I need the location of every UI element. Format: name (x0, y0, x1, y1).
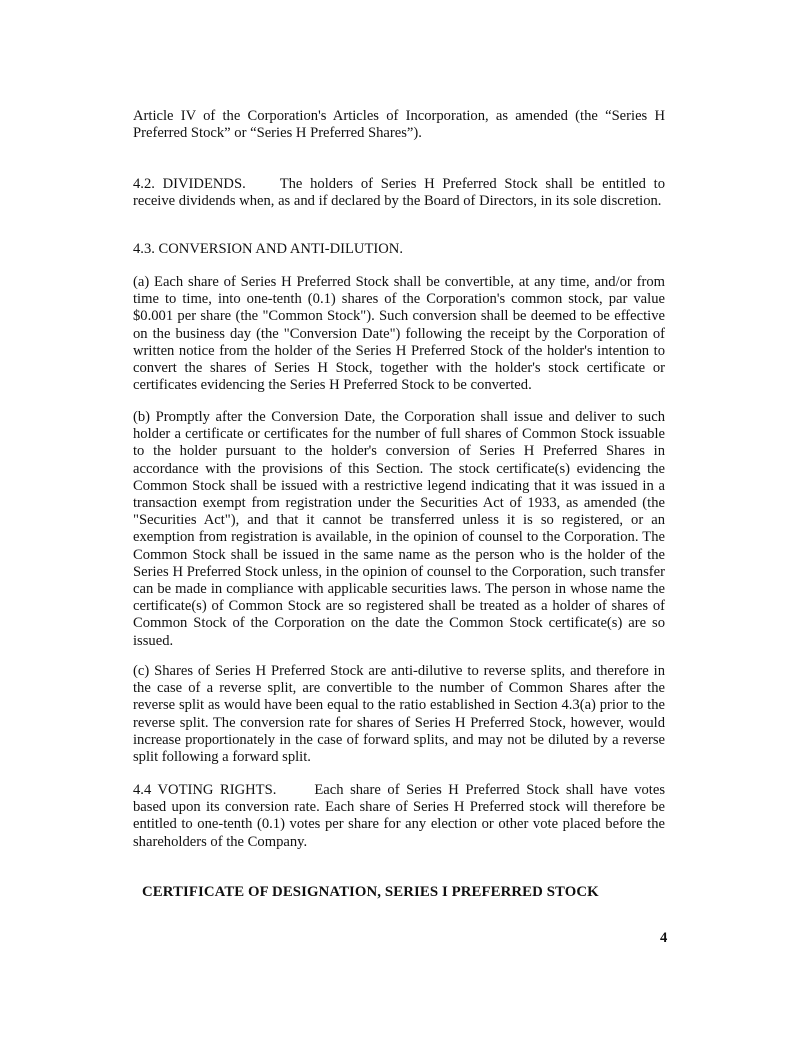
voting-paragraph (133, 782, 665, 851)
conversion-heading: 4.3. CONVERSION AND ANTI-DILUTION. (133, 241, 403, 257)
conversion-paragraph-c: (c) Shares of Series H Preferred Stock are anti-dilutive to reverse splits, and therefore in the case of a reverse split, are convertible to the number of Common Shares after the reverse split as would have been equal to the ratio established in Section 4.3(a) prior to the reverse split. The conversion rate for shares of Series H Preferred Stock, however, would increase proportionately in the case of forward splits, and may not be diluted by a reverse split following a forward split. (133, 663, 665, 766)
dividends-heading: 4.2. DIVIDENDS. (133, 176, 246, 192)
dividends-text: The holders of Series H Preferred Stock shall be entitled to receive dividends when, as and if declared by the Board of Directors, in its sole discretion. (133, 176, 665, 210)
voting-text: Each share of Series H Preferred Stock shall have votes based upon its conversion rate. Each share of Series H Preferred stock will therefore be entitled to one-tenth (0.1) votes per share for any election or other vote placed before the shareholders of the Company. (133, 782, 665, 850)
conversion-paragraph-a: (a) Each share of Series H Preferred Stock shall be convertible, at any time, and/or from time to time, into one-tenth (0.1) shares of the Corporation's common stock, par value $0.001 per share (the "Common Stock"). Such conversion shall be deemed to be effective on the business day (the "Conversion Date") following the receipt by the Corporation of written notice from the holder of the Series H Preferred Stock of the holder's intention to convert the shares of Series H Stock, together with the holder's stock certificate or certificates evidencing the Series H Preferred Stock to be converted. (133, 274, 665, 394)
intro-paragraph: Article IV of the Corporation's Articles of Incorporation, as amended (the “Series H Preferred Stock” or “Series H Preferred Shares”). (133, 108, 665, 142)
conversion-paragraph-b: (b) Promptly after the Conversion Date, the Corporation shall issue and deliver to such holder a certificate or certificates for the number of full shares of Common Stock issuable to the holder pursuant to the holder's conversion of Series H Preferred Shares in accordance with the provisions of this Section. The stock certificate(s) evidencing the Common Stock shall be issued with a restrictive legend indicating that it was issued in a transaction exempt from registration under the Securities Act of 1933, as amended (the "Securities Act"), and that it cannot be transferred unless it is so registered, or an exemption from registration is available, in the opinion of counsel to the Corporation. The Common Stock shall be issued in the same name as the person who is the holder of the Series H Preferred Stock unless, in the opinion of counsel to the Corporation, such transfer can be made in compliance with applicable securities laws. The person in whose name the certificate(s) of Common Stock are so registered shall be treated as a holder of shares of Common Stock of the Corporation on the date the Common Stock certificate(s) are so issued. (133, 409, 665, 649)
dividends-paragraph (133, 176, 665, 210)
page-number: 4 (660, 930, 668, 946)
voting-heading: 4.4 VOTING RIGHTS. (133, 782, 277, 798)
certificate-title: CERTIFICATE OF DESIGNATION, SERIES I PREFERRED STOCK (142, 884, 599, 900)
